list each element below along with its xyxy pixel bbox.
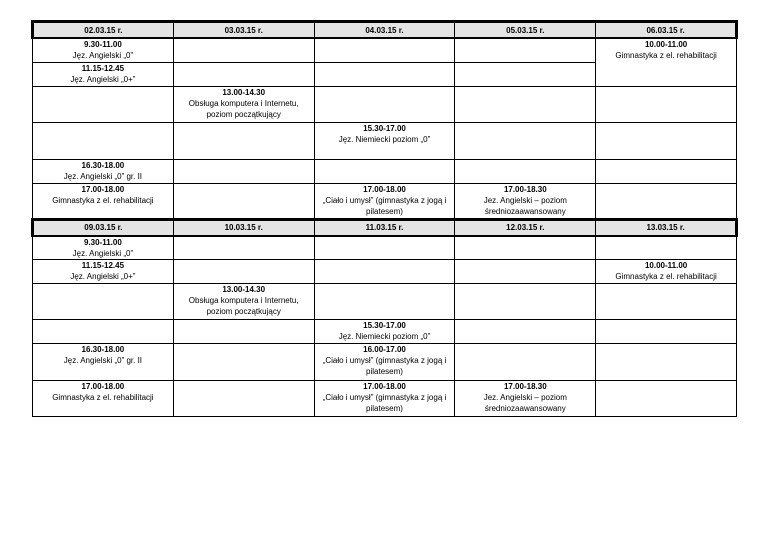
- class-title: Jęz. Niemiecki poziom „0”: [338, 134, 431, 144]
- empty-cell: [314, 62, 455, 86]
- empty-cell: [596, 344, 737, 381]
- day-header: 13.03.15 r.: [596, 219, 737, 236]
- empty-cell: [455, 159, 596, 183]
- class-time: 17.00-18.00: [363, 382, 406, 391]
- class-cell: [596, 38, 737, 86]
- empty-cell: [314, 260, 455, 284]
- day-header: 06.03.15 r.: [596, 22, 737, 39]
- schedule-row: [33, 344, 737, 381]
- class-schedule-table: [31, 20, 738, 417]
- class-time: 17.00-18.30: [503, 184, 547, 194]
- week2-header-row: [33, 219, 737, 236]
- empty-cell: [33, 284, 174, 320]
- class-time: 15.30-17.00: [363, 321, 406, 330]
- schedule-row: [33, 320, 737, 344]
- schedule-row: [33, 183, 737, 219]
- empty-cell: [314, 236, 455, 260]
- empty-cell: [455, 320, 596, 344]
- empty-cell: [596, 183, 737, 219]
- class-time: 17.00-18.00: [363, 184, 406, 194]
- class-cell: [33, 381, 174, 417]
- schedule-row: [33, 260, 737, 284]
- class-title: Obsługa komputera i Internetu, poziom początkujący: [188, 296, 299, 316]
- class-time: 11.15-12.45: [81, 261, 125, 270]
- class-cell: [314, 344, 455, 381]
- class-cell: [33, 236, 174, 260]
- empty-cell: [173, 38, 314, 62]
- class-time: 10.00-11.00: [644, 40, 688, 49]
- class-cell: [33, 38, 174, 62]
- schedule-row: [33, 86, 737, 122]
- day-header: 02.03.15 r.: [33, 22, 174, 39]
- empty-cell: [596, 122, 737, 159]
- class-cell: [314, 183, 455, 219]
- empty-cell: [455, 236, 596, 260]
- class-title: Gimnastyka z el. rehabilitacji: [615, 51, 717, 60]
- class-time: 16.30-18.00: [81, 160, 125, 170]
- class-title: Jez. Angielski – poziom średniozaawansowany: [483, 393, 567, 413]
- schedule-row: [33, 381, 737, 417]
- empty-cell: [455, 344, 596, 381]
- class-title: Jęz. Angielski „0”: [72, 51, 134, 60]
- empty-cell: [173, 320, 314, 344]
- class-cell: [314, 122, 455, 159]
- class-time: 13.00-14.30: [222, 87, 266, 97]
- class-title: Jęz. Niemiecki poziom „0”: [338, 332, 431, 341]
- empty-cell: [596, 284, 737, 320]
- empty-cell: [596, 381, 737, 417]
- class-cell: [33, 183, 174, 219]
- class-cell: [33, 62, 174, 86]
- class-cell: [33, 159, 174, 183]
- class-title: Jęz. Angielski „0” gr. II: [63, 356, 143, 365]
- class-title: Gimnastyka z el. rehabilitacji: [52, 393, 154, 402]
- empty-cell: [455, 86, 596, 122]
- class-time: 16.00-17.00: [363, 345, 406, 354]
- class-time: 10.00-11.00: [644, 261, 688, 270]
- class-cell: [173, 86, 314, 122]
- class-title: Jez. Angielski – poziom średniozaawansowany: [483, 195, 567, 216]
- class-cell: [455, 183, 596, 219]
- schedule-row: [33, 284, 737, 320]
- class-time: 15.30-17.00: [363, 123, 406, 133]
- empty-cell: [173, 183, 314, 219]
- empty-cell: [314, 159, 455, 183]
- day-header: 03.03.15 r.: [173, 22, 314, 39]
- empty-cell: [455, 122, 596, 159]
- class-time: 9.30-11.00: [83, 40, 122, 49]
- empty-cell: [173, 159, 314, 183]
- class-cell: [455, 381, 596, 417]
- class-time: 11.15-12.45: [81, 63, 125, 73]
- empty-cell: [596, 320, 737, 344]
- empty-cell: [455, 260, 596, 284]
- empty-cell: [33, 86, 174, 122]
- empty-cell: [173, 344, 314, 381]
- empty-cell: [173, 62, 314, 86]
- day-header: 04.03.15 r.: [314, 22, 455, 39]
- class-title: Gimnastyka z el. rehabilitacji: [615, 272, 717, 281]
- empty-cell: [314, 284, 455, 320]
- class-title: „Ciało i umysł” (gimnastyka z jogą i pilatesem): [322, 356, 447, 376]
- empty-cell: [173, 236, 314, 260]
- empty-cell: [596, 236, 737, 260]
- schedule-row: [33, 122, 737, 159]
- empty-cell: [314, 38, 455, 62]
- day-header: 05.03.15 r.: [455, 22, 596, 39]
- class-cell: [33, 260, 174, 284]
- day-header: 10.03.15 r.: [173, 219, 314, 236]
- empty-cell: [596, 86, 737, 122]
- empty-cell: [314, 86, 455, 122]
- class-title: Obsługa komputera i Internetu, poziom początkujący: [188, 98, 299, 119]
- empty-cell: [33, 122, 174, 159]
- schedule-row: [33, 38, 737, 62]
- class-title: Jęz. Angielski „0+”: [70, 272, 136, 281]
- class-time: 17.00-18.00: [81, 184, 125, 194]
- schedule-row: [33, 236, 737, 260]
- class-title: „Ciało i umysł” (gimnastyka z jogą i pilatesem): [322, 195, 447, 216]
- day-header: 11.03.15 r.: [314, 219, 455, 236]
- class-cell: [33, 344, 174, 381]
- class-title: „Ciało i umysł” (gimnastyka z jogą i pilatesem): [322, 393, 447, 413]
- day-header: 12.03.15 r.: [455, 219, 596, 236]
- class-title: Jęz. Angielski „0”: [72, 248, 134, 258]
- class-cell: [314, 381, 455, 417]
- empty-cell: [173, 122, 314, 159]
- empty-cell: [455, 62, 596, 86]
- class-title: Jęz. Angielski „0+”: [70, 74, 136, 84]
- day-header: 09.03.15 r.: [33, 219, 174, 236]
- empty-cell: [173, 260, 314, 284]
- class-cell: [314, 320, 455, 344]
- class-title: Jęz. Angielski „0” gr. II: [63, 171, 143, 181]
- schedule-row: [33, 159, 737, 183]
- class-time: 13.00-14.30: [222, 285, 266, 294]
- class-time: 9.30-11.00: [83, 237, 122, 247]
- empty-cell: [173, 381, 314, 417]
- empty-cell: [455, 38, 596, 62]
- class-time: 17.00-18.00: [81, 382, 125, 391]
- empty-cell: [33, 320, 174, 344]
- class-cell: [596, 260, 737, 284]
- class-time: 16.30-18.00: [81, 345, 125, 354]
- empty-cell: [596, 159, 737, 183]
- class-time: 17.00-18.30: [503, 382, 547, 391]
- class-title: Gimnastyka z el. rehabilitacji: [52, 195, 154, 205]
- class-cell: [173, 284, 314, 320]
- empty-cell: [455, 284, 596, 320]
- week1-header-row: [33, 22, 737, 39]
